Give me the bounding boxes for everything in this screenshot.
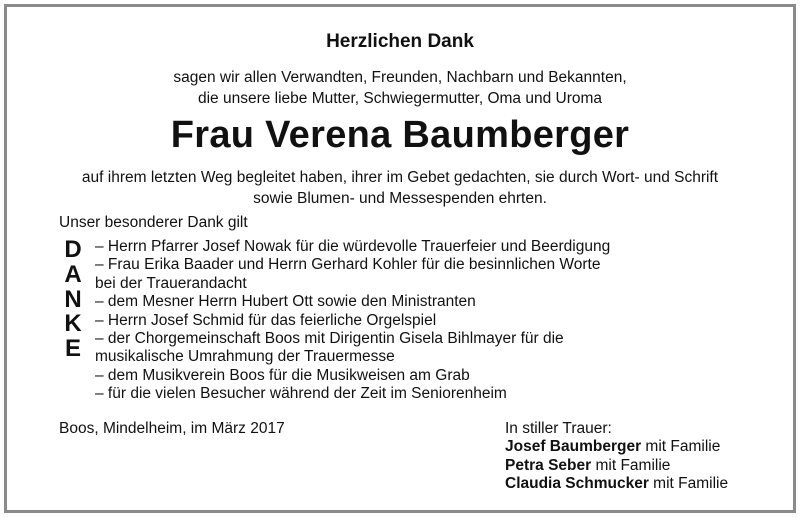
intro-line: die unsere liebe Mutter, Schwiegermutter, Oma und Uroma — [197, 90, 603, 107]
heading: Herzlichen Dank — [326, 31, 474, 52]
intro-line: sagen wir allen Verwandten, Freunden, Nachbarn und Bekannten, — [173, 69, 627, 86]
thanks-line: – Herrn Pfarrer Josef Nowak für die würdevolle Trauerfeier und Beerdigung — [95, 238, 611, 255]
thanks-line: musikalische Umrahmung der Trauermesse — [95, 348, 395, 366]
mourner-name: Petra Seber — [505, 456, 592, 474]
thanks-line: – dem Mesner Herrn Hubert Ott sowie den Ministranten — [95, 293, 476, 311]
place-date: Boos, Mindelheim, im März 2017 — [59, 420, 285, 437]
danke-letter: D — [64, 236, 82, 263]
mourner-suffix: mit Familie — [591, 456, 671, 474]
danke-letter: E — [64, 335, 81, 363]
thanks-line: – dem Musikverein Boos für die Musikweisen am Grab — [95, 366, 470, 384]
thanks-item — [95, 256, 735, 293]
mourner-line — [505, 457, 728, 475]
thanks-item — [95, 293, 735, 311]
danke-letter: K — [64, 310, 82, 338]
after-text — [7, 167, 793, 209]
thanks-intro: Unser besonderer Dank gilt — [59, 214, 248, 231]
thanks-item — [95, 238, 735, 256]
notice-frame — [4, 4, 796, 513]
mourner-line — [505, 438, 728, 456]
danke-letters — [58, 238, 88, 362]
thanks-line: bei der Trauerandacht — [95, 274, 247, 292]
thanks-line: – Herrn Josef Schmid für das feierliche Orgelspiel — [95, 311, 437, 329]
thanks-item — [95, 367, 735, 385]
after-line: sowie Blumen- und Messespenden ehrten. — [253, 190, 547, 207]
after-line: auf ihrem letzten Weg begleitet haben, ihrer im Gebet gedachten, sie durch Wort- und Schrift — [81, 169, 719, 186]
thanks-item — [95, 330, 735, 367]
thanks-list — [95, 238, 735, 404]
mourners-intro: In stiller Trauer: — [505, 420, 612, 437]
mourner-line — [505, 475, 728, 493]
danke-letter: N — [64, 285, 82, 313]
mourner-suffix: mit Familie — [648, 475, 729, 493]
mourner-name: Josef Baumberger — [505, 438, 642, 456]
mourners-block — [505, 420, 728, 494]
mourner-suffix: mit Familie — [641, 438, 721, 456]
thanks-line: – Frau Erika Baader und Herrn Gerhard Kohler für die besinnlichen Worte — [95, 256, 601, 274]
thanks-line: – für die vielen Besucher während der Zeit im Seniorenheim — [95, 385, 507, 403]
danke-letter: A — [64, 260, 82, 288]
thanks-line: – der Chorgemeinschaft Boos mit Dirigentin Gisela Bihlmayer für die — [95, 330, 564, 348]
intro-text — [7, 67, 793, 109]
mourner-name: Claudia Schmucker — [505, 475, 649, 493]
thanks-item — [95, 312, 735, 330]
thanks-item — [95, 385, 735, 403]
deceased-name: Frau Verena Baumberger — [170, 114, 630, 156]
